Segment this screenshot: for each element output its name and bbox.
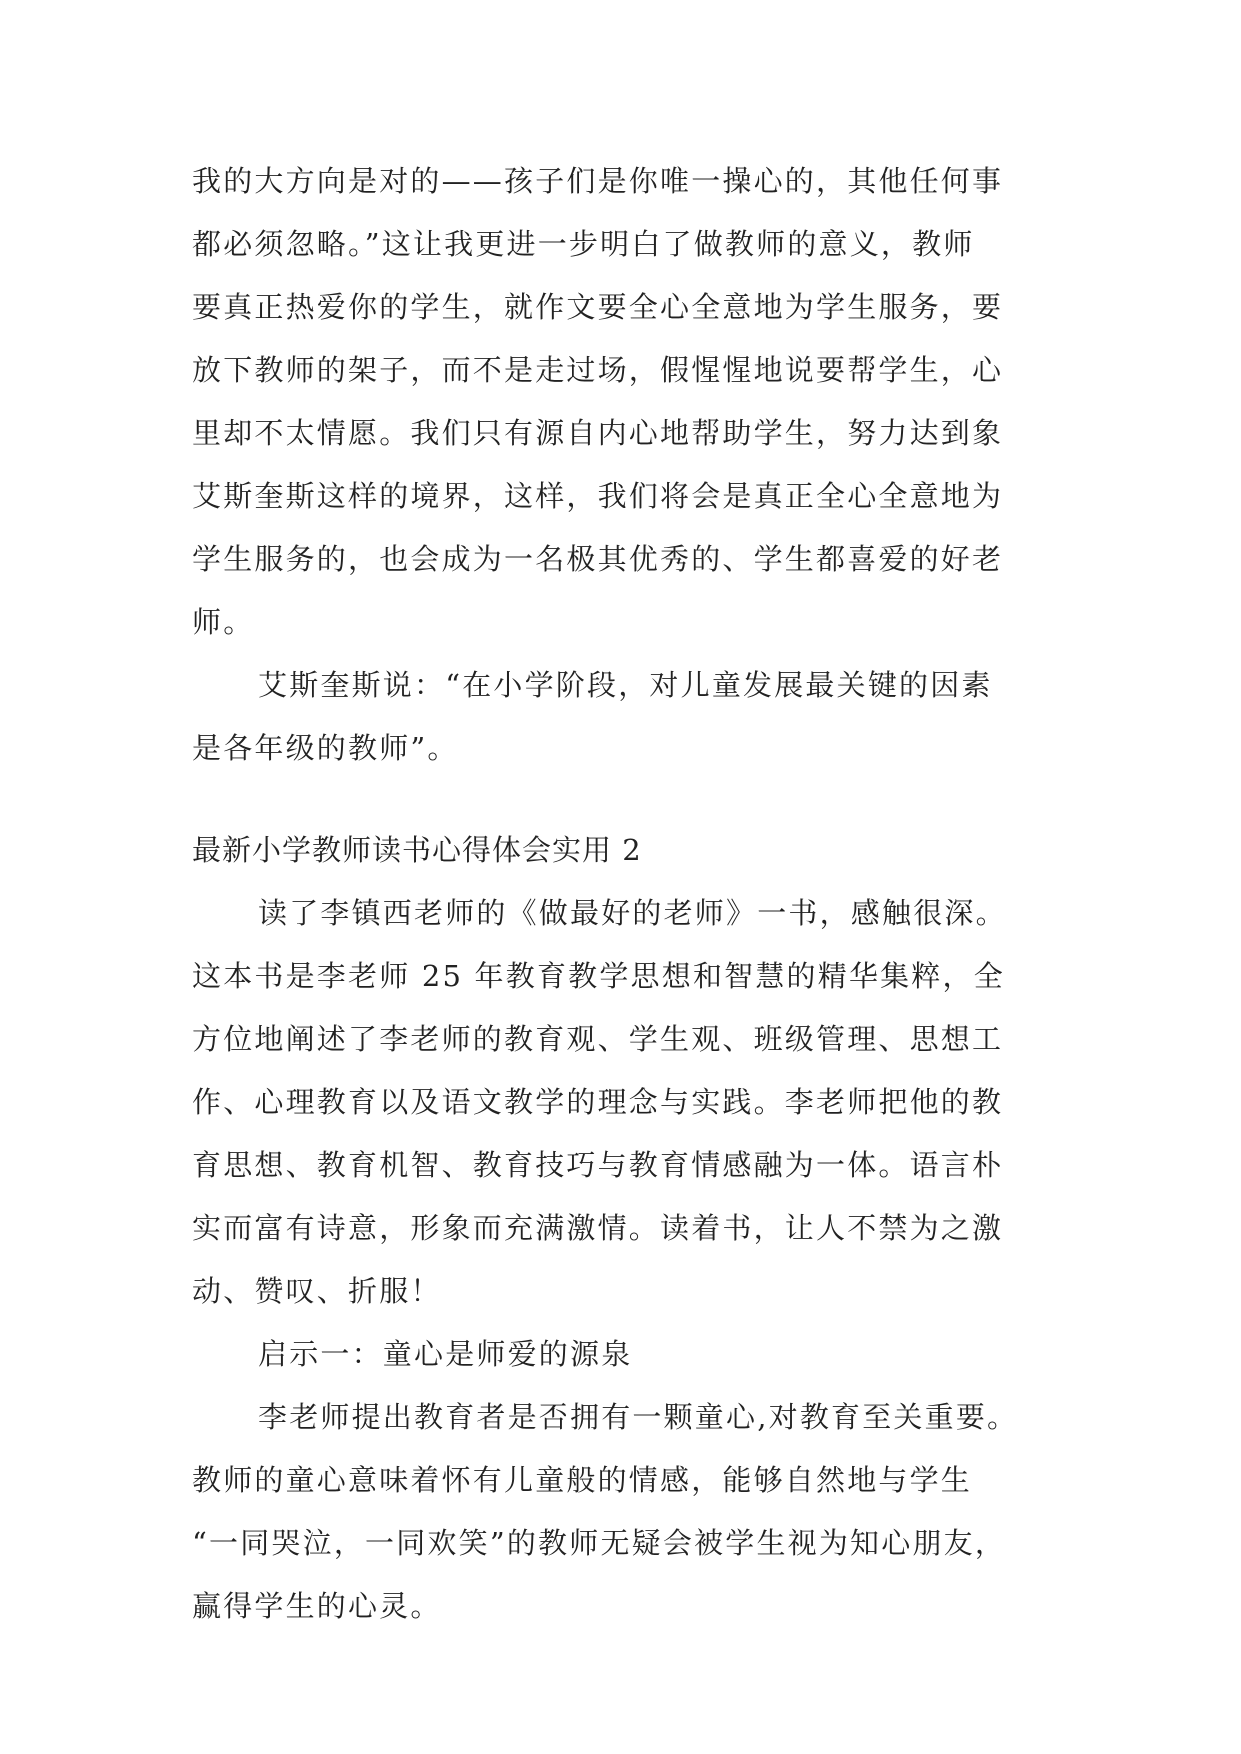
paragraph-continuation [192, 150, 1072, 654]
text-line: 是各年级的教师”。 [192, 731, 459, 765]
text-line: 教师的童心意味着怀有儿童般的情感，能够自然地与学生 [192, 1463, 973, 1497]
text-line: 动、赞叹、折服！ [192, 1274, 442, 1308]
paragraph-quote [192, 654, 1072, 780]
document-body [192, 150, 1072, 1638]
paragraph-intro [192, 882, 1072, 1323]
section-heading: 最新小学教师读书心得体会实用 2 [192, 833, 642, 867]
text-line: 赢得学生的心灵。 [192, 1589, 442, 1623]
text-line: 方位地阐述了李老师的教育观、学生观、班级管理、思想工 [192, 1022, 1004, 1056]
text-line: 读了李镇西老师的《做最好的老师》一书，感触很深。 [258, 896, 1007, 930]
text-line: “一同哭泣，一同欢笑”的教师无疑会被学生视为知心朋友， [192, 1526, 1007, 1560]
text-line: 艾斯奎斯这样的境界，这样，我们将会是真正全心全意地为 [192, 479, 1004, 513]
text-line: 实而富有诗意，形象而充满激情。读着书，让人不禁为之激 [192, 1211, 1004, 1245]
text-line: 师。 [192, 605, 255, 639]
text-line: 李老师提出教育者是否拥有一颗童心,对教育至关重要。 [258, 1400, 1019, 1434]
paragraph-body [192, 1386, 1072, 1638]
text-line: 作、心理教育以及语文教学的理念与实践。李老师把他的教 [192, 1085, 1004, 1119]
text-line: 放下教师的架子，而不是走过场，假惺惺地说要帮学生，心 [192, 353, 1004, 387]
text-line: 艾斯奎斯说：“在小学阶段，对儿童发展最关键的因素 [258, 668, 993, 702]
paragraph-subheading [192, 1323, 1072, 1386]
text-line: 要真正热爱你的学生，就作文要全心全意地为学生服务，要 [192, 290, 1004, 324]
text-line: 学生服务的，也会成为一名极其优秀的、学生都喜爱的好老 [192, 542, 1004, 576]
text-line: 这本书是李老师 25 年教育教学思想和智慧的精华集粹，全 [192, 959, 1005, 993]
subheading-line: 启示一：童心是师爱的源泉 [258, 1337, 633, 1371]
text-line: 都必须忽略。”这让我更进一步明白了做教师的意义，教师 [192, 227, 975, 261]
text-line: 里却不太情愿。我们只有源自内心地帮助学生，努力达到象 [192, 416, 1004, 450]
text-line: 我的大方向是对的——孩子们是你唯一操心的，其他任何事 [192, 164, 1004, 198]
text-line: 育思想、教育机智、教育技巧与教育情感融为一体。语言朴 [192, 1148, 1004, 1182]
section-gap [192, 780, 1072, 819]
